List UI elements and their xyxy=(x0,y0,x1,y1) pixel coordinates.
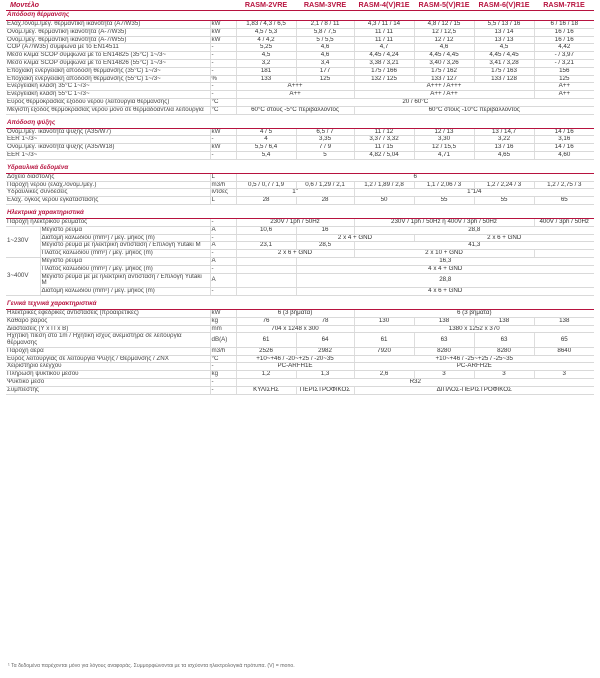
spec-value: 6 (3 βήματα) xyxy=(236,309,354,317)
spec-value: 4,6 xyxy=(414,44,474,52)
spec-value: 175 / 163 xyxy=(474,67,534,75)
spec-value: +10~+46 / -25~+25 / -25~35 xyxy=(354,355,594,363)
spec-unit: A xyxy=(210,257,236,265)
spec-value: 50 xyxy=(354,197,414,205)
spec-value: 3 xyxy=(474,371,534,379)
spec-value: 4,7 xyxy=(354,44,414,52)
spec-label: Υδραυλικές συνδέσεις xyxy=(6,189,210,197)
spec-row xyxy=(6,181,594,189)
spec-value: 65 xyxy=(534,197,594,205)
spec-value: 23,1 xyxy=(236,242,296,250)
spec-row xyxy=(6,371,594,379)
spec-value: A+++ xyxy=(236,83,354,91)
spec-value: 4 / 5 xyxy=(236,128,296,136)
spec-label: Διατομή καλωδίου (mm²) / μέγ. μήκος (m) xyxy=(40,234,210,242)
spec-row xyxy=(6,52,594,60)
spec-value: 0,6 / 1,29 / 2,1 xyxy=(296,181,354,189)
spec-unit: - xyxy=(210,288,236,296)
spec-value: 8280 xyxy=(474,347,534,355)
spec-value: 12 / 13 xyxy=(414,128,474,136)
spec-value: ΚΥΛΙΣΗΣ xyxy=(236,386,296,394)
spec-value: 12 / 12 xyxy=(414,36,474,44)
spec-value: 133 / 128 xyxy=(474,75,534,83)
spec-value: 13 / 16 xyxy=(474,144,534,152)
spec-unit: kW xyxy=(210,144,236,152)
model-column-header: RASM-3VRE xyxy=(296,0,354,11)
spec-value: 3,38 / 3,21 xyxy=(354,59,414,67)
spec-value: 64 xyxy=(296,333,354,348)
spec-value: 3,16 xyxy=(534,136,594,144)
spec-value xyxy=(236,288,296,296)
spec-row xyxy=(6,189,594,197)
section-header-row xyxy=(6,119,594,129)
spec-value: 63 xyxy=(414,333,474,348)
spec-value: 11 / 11 xyxy=(354,36,414,44)
spec-row xyxy=(6,273,594,288)
spec-label: Μέσο κλίμα SCOP σύμφωνα με το EN14825 (35°C) 1~/3~ xyxy=(6,52,210,60)
spec-row xyxy=(6,226,594,234)
spec-unit: kW xyxy=(210,28,236,36)
spec-value: A++ / A++ xyxy=(354,91,534,99)
spec-value: 4 / 4,2 xyxy=(236,36,296,44)
spec-value: 1,2 xyxy=(236,371,296,379)
voltage-group-label: 3~400V xyxy=(6,257,40,295)
spec-value: 5,25 xyxy=(236,44,296,52)
spec-unit: °C xyxy=(210,98,236,106)
spec-label: Συμπιεστής xyxy=(6,386,210,394)
spec-value xyxy=(534,250,594,258)
spec-unit: kg xyxy=(210,371,236,379)
spec-value: 2 x 6 + GND xyxy=(236,250,354,258)
spec-value: 7920 xyxy=(354,347,414,355)
spec-value: 63 xyxy=(474,333,534,348)
spec-value: 1,83 / 4,3 / 6,5 xyxy=(236,21,296,29)
section-header-row xyxy=(6,11,594,21)
spec-value: 704 x 1248 x 300 xyxy=(236,325,354,333)
spec-value: - / 3,97 xyxy=(534,52,594,60)
spec-value: 61 xyxy=(354,333,414,348)
spec-unit: L xyxy=(210,197,236,205)
spec-label: Εύρος θερμοκρασίας εξόδου νερού (λειτουργία θέρμανσης) xyxy=(6,98,210,106)
spec-row xyxy=(6,28,594,36)
spec-value: 55 xyxy=(474,197,534,205)
section-header-row xyxy=(6,164,594,174)
model-column-header: RASM-7R1E xyxy=(534,0,594,11)
spec-value: 3,4 xyxy=(296,59,354,67)
spec-row xyxy=(6,242,594,250)
spec-value: 3,40 / 3,26 xyxy=(414,59,474,67)
spec-value: 3,30 xyxy=(414,136,474,144)
spec-value: 4 xyxy=(236,136,296,144)
spec-unit: A xyxy=(210,242,236,250)
spec-unit: mm xyxy=(210,325,236,333)
spec-label: Ονομ./μέγ. ικανότητα ψύξης (A35/W18) xyxy=(6,144,210,152)
spec-value: 16,3 xyxy=(296,257,594,265)
spec-row xyxy=(6,91,594,99)
spec-value: 133 / 127 xyxy=(414,75,474,83)
spec-label: Καθαρό βάρος xyxy=(6,317,210,325)
section-title: Ηλεκτρικά χαρακτηριστικά xyxy=(6,209,594,219)
spec-value: 76 xyxy=(236,317,296,325)
section-title: Υδραυλικά δεδομένα xyxy=(6,164,594,174)
spec-row xyxy=(6,173,594,181)
spec-unit: - xyxy=(210,59,236,67)
spec-value: 10,6 xyxy=(236,226,296,234)
spec-unit: ίντσες xyxy=(210,189,236,197)
spec-label: Ονομ./μέγ. θερμαντική ικανότητα (A-7/W35) xyxy=(6,28,210,36)
spec-value: 1,2 / 2,75 / 3 xyxy=(534,181,594,189)
model-column-header: RASM-5(V)R1E xyxy=(414,0,474,11)
spec-value: 4,45 / 4,45 xyxy=(414,52,474,60)
spec-label: Μέγιστη έξοδος θερμοκρασίας νερού μόνο σε θερμαδοαντλία λειτουργία xyxy=(6,106,210,114)
spec-unit: - xyxy=(210,151,236,159)
spec-unit: °C xyxy=(210,106,236,114)
section-header-row xyxy=(6,300,594,310)
spec-value: A++ xyxy=(236,91,354,99)
spec-value: 6 xyxy=(236,173,594,181)
spec-value: 125 xyxy=(296,75,354,83)
spec-label: Ελάχ. όγκος νερού εγκατάστασης xyxy=(6,197,210,205)
spec-row xyxy=(6,355,594,363)
section-title: Απόδοση ψύξης xyxy=(6,119,594,129)
spec-value: 5,8 / 7,5 xyxy=(296,28,354,36)
spec-value: 78 xyxy=(296,317,354,325)
spec-value: 3 xyxy=(414,371,474,379)
spec-value: 4,5 xyxy=(474,44,534,52)
spec-value: 5,5 / 13 / 16 xyxy=(474,21,534,29)
spec-value: 14 / 16 xyxy=(534,128,594,136)
model-header-row xyxy=(6,0,594,11)
spec-row xyxy=(6,333,594,348)
spec-value: 11 / 15 xyxy=(354,144,414,152)
spec-label: Παροχή νερού (ελάχ./ονομ./μέγ.) xyxy=(6,181,210,189)
spec-label: Μέγιστο ρεύμα με ηλεκτρική αντίσταση / Επιλογή Yutaki M xyxy=(40,242,210,250)
spec-label: Παροχή αέρα xyxy=(6,347,210,355)
spec-row xyxy=(6,325,594,333)
spec-value: 28 xyxy=(236,197,296,205)
spec-value: - / 3,21 xyxy=(534,59,594,67)
spec-row xyxy=(6,309,594,317)
spec-value: 4,60 xyxy=(534,151,594,159)
spec-value: 2526 xyxy=(236,347,296,355)
spec-value: 132 / 125 xyxy=(354,75,414,83)
spec-value: 6 / 16 / 18 xyxy=(534,21,594,29)
spec-table xyxy=(6,0,594,395)
spec-value: R32 xyxy=(236,379,594,387)
spec-value: 13 / 13 xyxy=(474,36,534,44)
spec-value: 60°C στους -10°C περιβάλλοντος xyxy=(354,106,594,114)
spec-value: 12 / 15,5 xyxy=(414,144,474,152)
spec-unit: - xyxy=(210,234,236,242)
spec-unit: m3/h xyxy=(210,181,236,189)
spec-value: 130 xyxy=(354,317,414,325)
spec-row xyxy=(6,75,594,83)
spec-value: 1" xyxy=(236,189,354,197)
spec-label: EER 1~/3~ xyxy=(6,151,210,159)
spec-unit: kW xyxy=(210,309,236,317)
spec-value: A+++ / A+++ xyxy=(354,83,534,91)
spec-row xyxy=(6,36,594,44)
spec-value: 1,3 xyxy=(296,371,354,379)
spec-value: 175 / 166 xyxy=(354,67,414,75)
spec-value: 4,3 / 11 / 14 xyxy=(354,21,414,29)
spec-label: Ονομ./μέγ. θερμαντική ικανότητα (A-7/W55) xyxy=(6,36,210,44)
spec-label: Χειριστήριο ελέγχου xyxy=(6,363,210,371)
spec-value: 60°C στους -5°C περιβάλλοντος xyxy=(236,106,354,114)
spec-label: Ψυκτικό μέσο xyxy=(6,379,210,387)
spec-unit: - xyxy=(210,386,236,394)
spec-value: 12 / 12,5 xyxy=(414,28,474,36)
spec-value: 138 xyxy=(474,317,534,325)
spec-value: 28,8 xyxy=(296,273,594,288)
spec-value: 6,5 / 7 xyxy=(296,128,354,136)
spec-value: 0,5 / 0,7 / 1,9 xyxy=(236,181,296,189)
model-column-header: RASM-2VRE xyxy=(236,0,296,11)
spec-row xyxy=(6,379,594,387)
spec-unit: m3/h xyxy=(210,347,236,355)
spec-value: 61 xyxy=(236,333,296,348)
spec-row xyxy=(6,106,594,114)
spec-value: 4,45 / 4,45 xyxy=(474,52,534,60)
footnote: ¹ Τα δεδομένα παρέχονται μόνο για λόγους αναφοράς. Συμμορφώνονται με τα ισχύοντα ηλεκτρολογικά πρότυπα. (V) = mono. xyxy=(8,663,295,669)
spec-value: 13 / 14 xyxy=(474,28,534,36)
spec-value: 181 xyxy=(236,67,296,75)
spec-row xyxy=(6,151,594,159)
spec-unit: °C xyxy=(210,355,236,363)
spec-value xyxy=(236,257,296,265)
spec-value: 3,35 xyxy=(296,136,354,144)
spec-value: ΠΕΡΙΣΤΡΟΦΙΚΟΣ xyxy=(296,386,354,394)
spec-value: 2,1 / 8 / 11 xyxy=(296,21,354,29)
spec-unit: - xyxy=(210,379,236,387)
spec-value: 8640 xyxy=(534,347,594,355)
spec-value: 5 / 5,5 xyxy=(296,36,354,44)
spec-value: 16 / 16 xyxy=(534,36,594,44)
spec-row xyxy=(6,44,594,52)
spec-unit: - xyxy=(210,52,236,60)
spec-value: 8280 xyxy=(414,347,474,355)
spec-label: Πλάτος καλωδίου (mm²) / μέγ. μήκος (m) xyxy=(40,265,210,273)
spec-unit: dB(A) xyxy=(210,333,236,348)
spec-value: 177 xyxy=(296,67,354,75)
spec-value: 5,4 xyxy=(236,151,296,159)
spec-value: 4,71 xyxy=(414,151,474,159)
spec-value: 175 / 162 xyxy=(414,67,474,75)
spec-unit: - xyxy=(210,136,236,144)
spec-label: Ενεργειακή κλάση 55°C 1~/3~ xyxy=(6,91,210,99)
spec-row xyxy=(6,363,594,371)
spec-value: 11 / 11 xyxy=(354,28,414,36)
spec-label: COP (A7/W35) σύμφωνα με το EN14511 xyxy=(6,44,210,52)
spec-value: 4,82 / 5,04 xyxy=(354,151,414,159)
spec-value: 55 xyxy=(414,197,474,205)
spec-label: Μέγιστο ρεύμα xyxy=(40,257,210,265)
spec-unit: A xyxy=(210,226,236,234)
spec-value xyxy=(236,273,296,288)
spec-value: 1"1/4 xyxy=(354,189,594,197)
spec-label: Ελάχ./ονομ./μέγ. θερμαντική ικανότητα (A7/W35) xyxy=(6,21,210,29)
spec-value: 11 / 12 xyxy=(354,128,414,136)
spec-row xyxy=(6,67,594,75)
spec-label: Πλήρωση ψυκτικού μέσου xyxy=(6,371,210,379)
spec-value: 3,41 / 3,28 xyxy=(474,59,534,67)
spec-unit: - xyxy=(210,91,236,99)
spec-value: PC-ARFH2E xyxy=(354,363,594,371)
spec-row xyxy=(6,234,594,242)
spec-unit: - xyxy=(210,44,236,52)
spec-value: 2,6 xyxy=(354,371,414,379)
spec-label: EER 1~/3~ xyxy=(6,136,210,144)
spec-label: Παροχή ηλεκτρικού ρεύματος xyxy=(6,218,210,226)
spec-unit: - xyxy=(210,265,236,273)
spec-value: 138 xyxy=(534,317,594,325)
spec-value: 133 xyxy=(236,75,296,83)
spec-value: 4,5 xyxy=(236,52,296,60)
spec-unit: kW xyxy=(210,36,236,44)
spec-value: PC-ARFH1E xyxy=(236,363,354,371)
spec-label: Διαστάσεις (Υ x Π x Β) xyxy=(6,325,210,333)
spec-value: 5,5 / 6,4 xyxy=(236,144,296,152)
spec-unit: - xyxy=(210,67,236,75)
spec-value: 4 x 4 + GND xyxy=(296,265,594,273)
spec-value: 28 xyxy=(296,197,354,205)
spec-value: 3,22 xyxy=(474,136,534,144)
section-title: Γενικά τεχνικά χαρακτηριστικά xyxy=(6,300,594,310)
spec-row xyxy=(6,257,594,265)
spec-value: 4,6 xyxy=(296,52,354,60)
spec-value: 4 x 6 + GND xyxy=(296,288,594,296)
spec-value: 2982 xyxy=(296,347,354,355)
spec-value: 156 xyxy=(534,67,594,75)
model-header-title: Μοντέλο xyxy=(6,0,236,11)
spec-value: 4,45 / 4,24 xyxy=(354,52,414,60)
spec-value: 7 / 9 xyxy=(296,144,354,152)
spec-row xyxy=(6,21,594,29)
spec-value: +10~+46 / -20~+25 / -20~35 xyxy=(236,355,354,363)
spec-row xyxy=(6,250,594,258)
spec-value: 2 x 4 + GND xyxy=(296,234,414,242)
spec-value: 4,65 xyxy=(474,151,534,159)
spec-label: Μέσο κλίμα SCOP σύμφωνα με το EN14826 (55°C) 1~/3~ xyxy=(6,59,210,67)
spec-value: 16 / 16 xyxy=(534,28,594,36)
spec-value: 5 xyxy=(296,151,354,159)
spec-value: 3,37 / 3,32 xyxy=(354,136,414,144)
spec-row xyxy=(6,347,594,355)
spec-unit: - xyxy=(210,250,236,258)
spec-row xyxy=(6,128,594,136)
spec-value: 28,8 xyxy=(354,226,594,234)
model-column-header: RASM-4(V)R1E xyxy=(354,0,414,11)
spec-value: 4,8 / 12 / 15 xyxy=(414,21,474,29)
section-title: Απόδοση θέρμανσης xyxy=(6,11,594,21)
spec-value: 1,2 / 1,89 / 2,8 xyxy=(354,181,414,189)
spec-label: Δοχείο διαστολής xyxy=(6,173,210,181)
spec-value: ΔΙΠΛΟΣ-ΠΕΡΙΣΤΡΟΦΙΚΟΣ xyxy=(354,386,594,394)
spec-value: 4,5 / 5,3 xyxy=(236,28,296,36)
spec-value: 4,42 xyxy=(534,44,594,52)
spec-unit: A xyxy=(210,273,236,288)
spec-row xyxy=(6,386,594,394)
spec-value: A++ xyxy=(534,83,594,91)
spec-label: Μέγιστο ρεύμα xyxy=(40,226,210,234)
voltage-group-label: 1~230V xyxy=(6,226,40,257)
spec-value: 6 (3 βήματα) xyxy=(354,309,594,317)
spec-value: 41,3 xyxy=(354,242,594,250)
spec-row xyxy=(6,317,594,325)
spec-unit: - xyxy=(210,363,236,371)
spec-value: A++ xyxy=(534,91,594,99)
spec-label: Εποχιακή ενεργειακή απόδοση θέρμανσης (35°C) 1~/3~ xyxy=(6,67,210,75)
spec-label: Ηλεκτρικές εφεδρικές αντιστάσεις (προαιρετικές) xyxy=(6,309,210,317)
spec-value: 4,6 xyxy=(296,44,354,52)
spec-label: Ονομ./μέγ. ικανότητα ψύξης (A35/W7) xyxy=(6,128,210,136)
spec-value: 1,2 / 2,24 / 3 xyxy=(474,181,534,189)
spec-value: 14 / 16 xyxy=(534,144,594,152)
spec-label: Ηχητική πίεση στο 1m / Ηχητική ισχύς ανεμιστήρα σε λειτουργία θέρμανσης xyxy=(6,333,210,348)
spec-value: 3 xyxy=(534,371,594,379)
spec-value: 2 x 6 + GND xyxy=(414,234,594,242)
spec-value: 16 xyxy=(296,226,354,234)
spec-value: 138 xyxy=(414,317,474,325)
spec-row xyxy=(6,59,594,67)
spec-label: Μέγιστο ρεύμα με με ηλεκτρική αντίσταση / Επιλογή Yutaki M xyxy=(40,273,210,288)
spec-value: 125 xyxy=(534,75,594,83)
spec-row xyxy=(6,197,594,205)
spec-row xyxy=(6,218,594,226)
spec-unit: kg xyxy=(210,317,236,325)
spec-unit: - xyxy=(210,218,236,226)
spec-label: Ενεργειακή κλάση 35°C 1~/3~ xyxy=(6,83,210,91)
spec-row xyxy=(6,136,594,144)
spec-unit: kW xyxy=(210,128,236,136)
spec-unit: % xyxy=(210,75,236,83)
spec-value: 1380 x 1252 x 370 xyxy=(354,325,594,333)
spec-label: Εύρος λειτουργίας σε λειτουργία Ψύξης / Θέρμανσης / ZNX xyxy=(6,355,210,363)
spec-value: 28,5 xyxy=(296,242,354,250)
spec-row xyxy=(6,288,594,296)
spec-value: 13 / 14,7 xyxy=(474,128,534,136)
spec-unit: kW xyxy=(210,21,236,29)
spec-label: Εποχιακή ενεργειακή απόδοση θέρμανσης (55°C) 1~/3~ xyxy=(6,75,210,83)
spec-row xyxy=(6,98,594,106)
spec-value xyxy=(236,265,296,273)
spec-label: Διατομή καλωδίου (mm²) / μέγ. μήκος (m) xyxy=(40,288,210,296)
spec-value: 2 x 10 + GND xyxy=(354,250,534,258)
model-column-header: RASM-6(V)R1E xyxy=(474,0,534,11)
spec-unit: - xyxy=(210,83,236,91)
spec-value xyxy=(236,234,296,242)
spec-unit: L xyxy=(210,173,236,181)
spec-row xyxy=(6,265,594,273)
spec-value: 230V / 1ph / 50Hz ή 400V / 3ph / 50Hz xyxy=(354,218,534,226)
spec-value: 3,2 xyxy=(236,59,296,67)
spec-label: Πλάτος καλωδίου (mm²) / μέγ. μήκος (m) xyxy=(40,250,210,258)
spec-row xyxy=(6,83,594,91)
section-header-row xyxy=(6,209,594,219)
spec-value: 400V / 3ph / 50Hz xyxy=(534,218,594,226)
spec-row xyxy=(6,144,594,152)
spec-value: 230V / 1ph / 50Hz xyxy=(236,218,354,226)
spec-value: 1,1 / 2,06 / 3 xyxy=(414,181,474,189)
spec-value: 20 / 60°C xyxy=(236,98,594,106)
spec-value: 65 xyxy=(534,333,594,348)
